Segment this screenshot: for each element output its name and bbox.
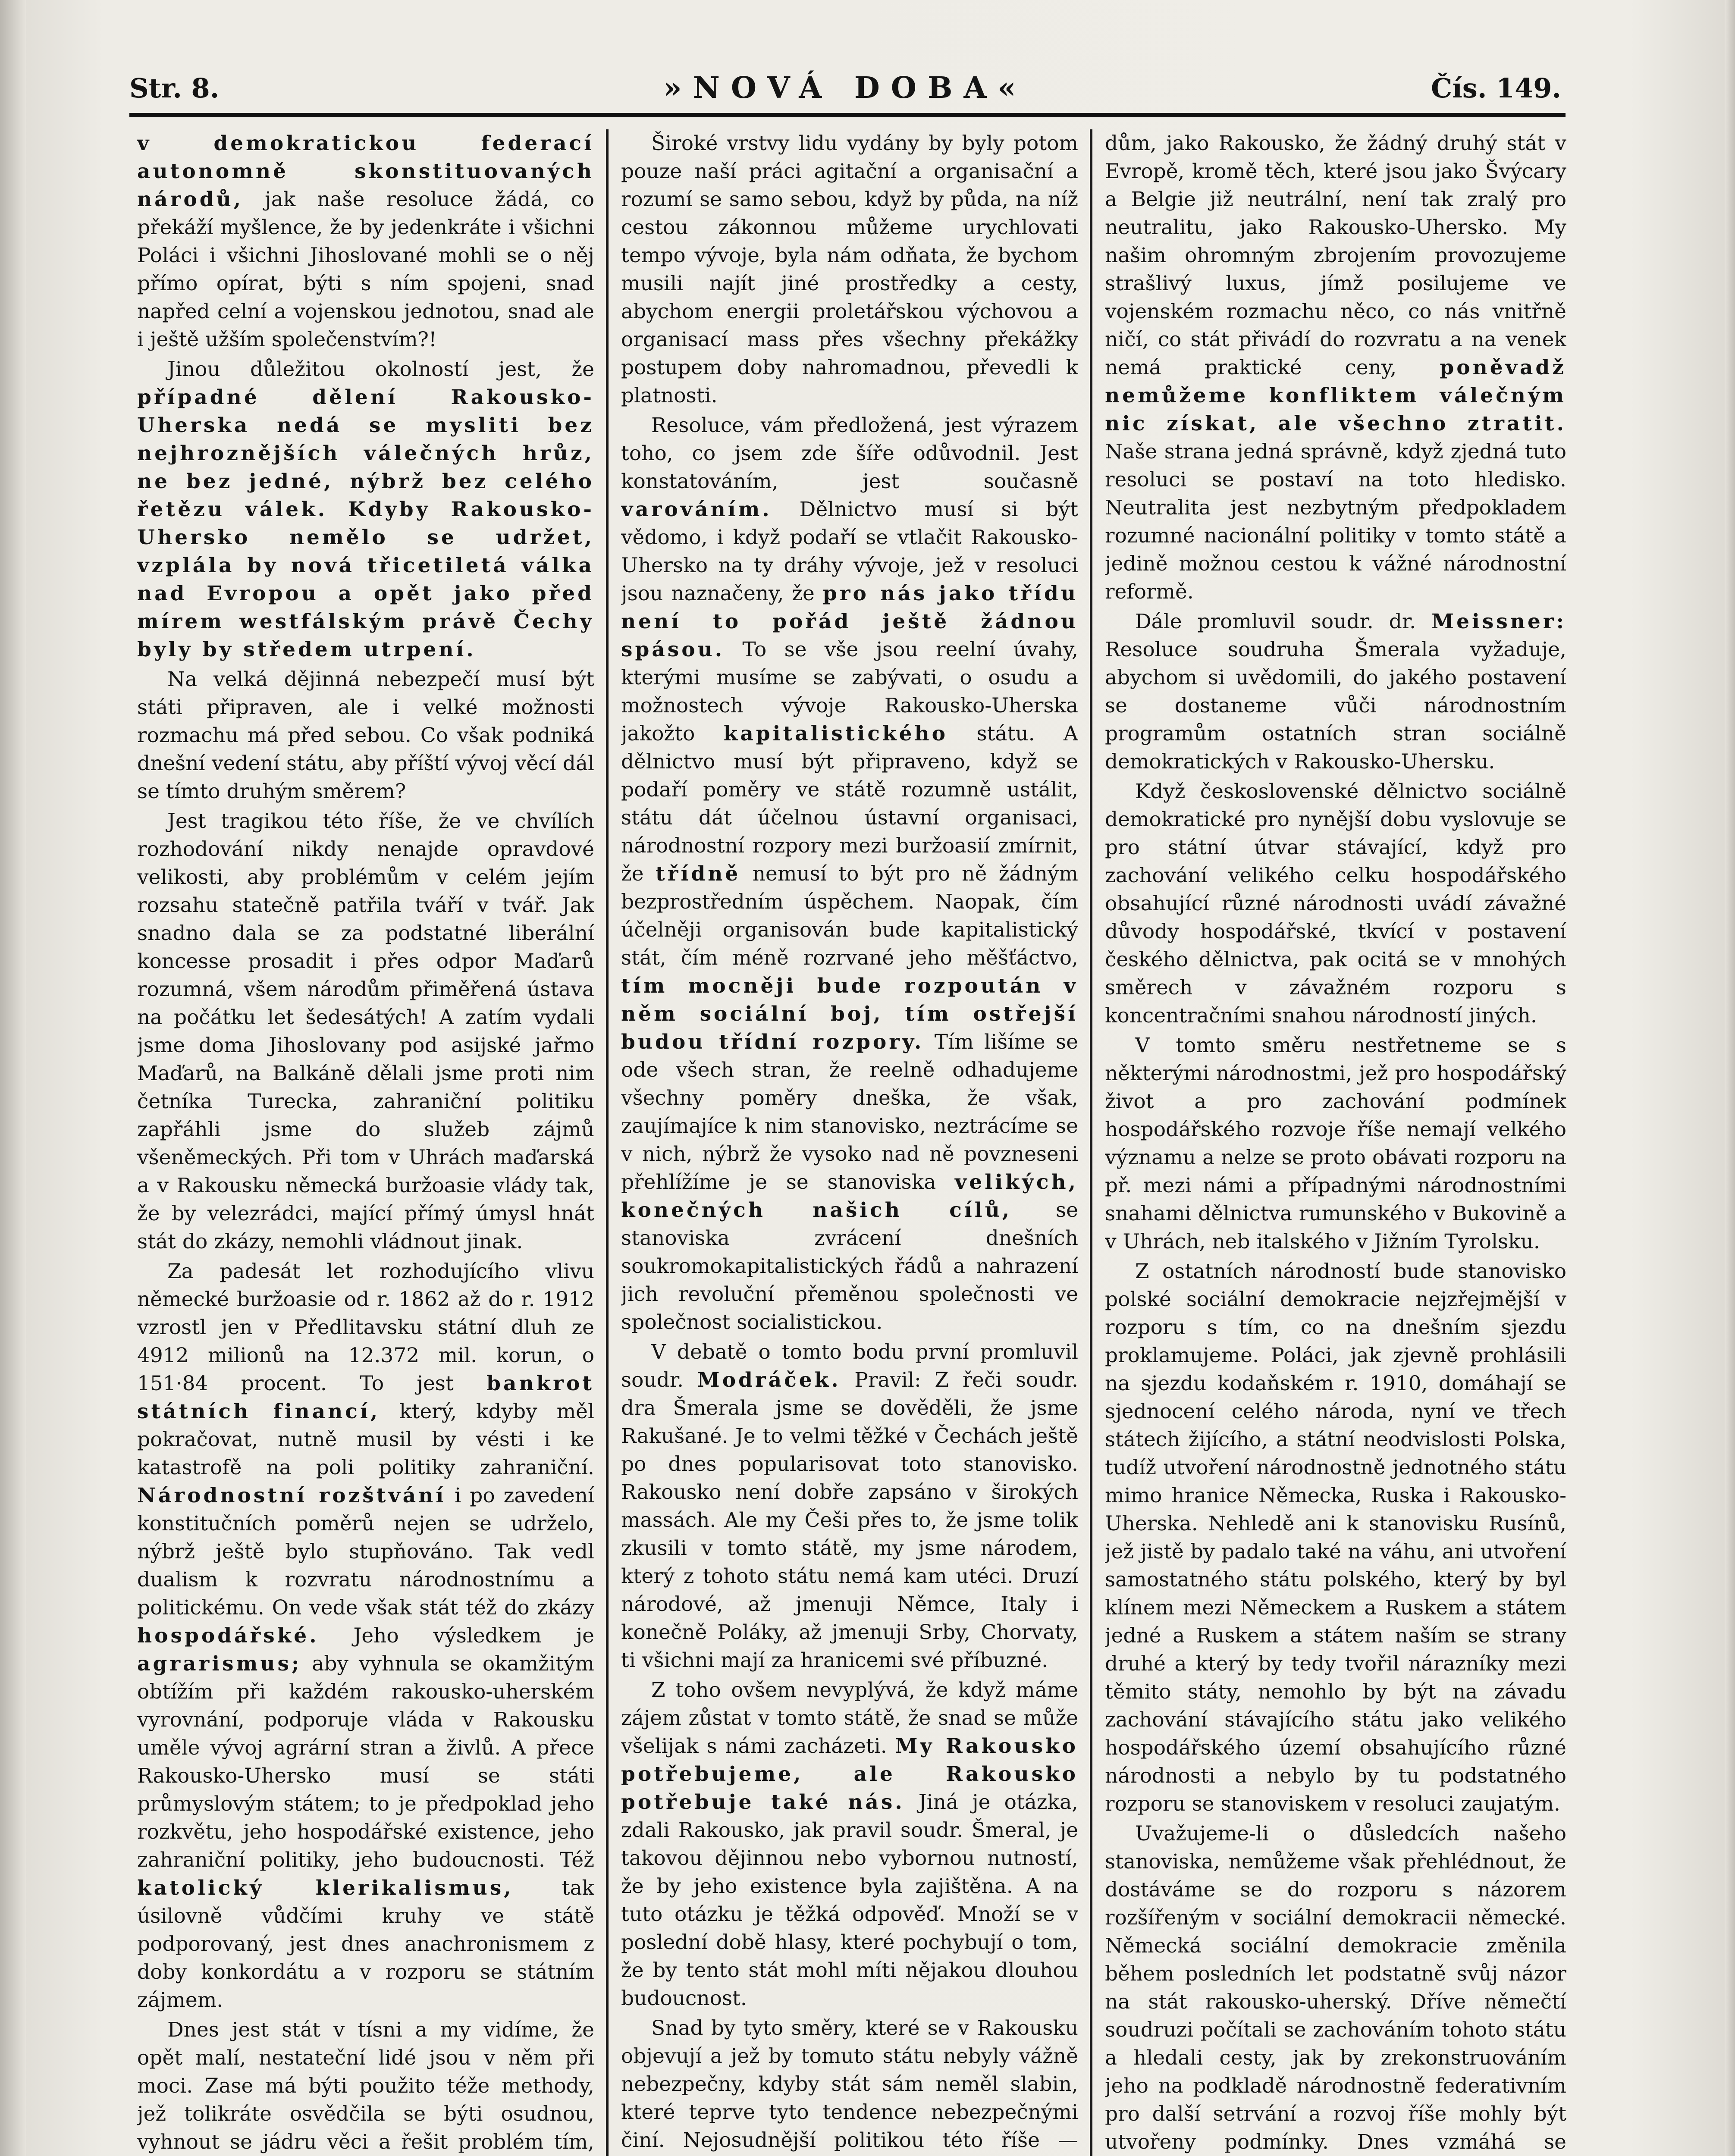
- spaced-emphasis: třídně: [656, 862, 741, 886]
- spaced-emphasis: Národnostní rozštvání: [137, 1484, 446, 1507]
- paragraph: [137, 129, 594, 354]
- paragraph-text: Resoluce, vám předložená, jest výrazem toho, co jsem zde šíře odůvodnil. Jest konstatováním, jest současně: [621, 414, 1078, 493]
- scan-shadow-left: [0, 0, 26, 2156]
- paragraph-text: státu. A dělnictvo musí být připraveno, když se podaří poměry ve státě rozumně ustálit, státu dát účelnou ústavní organisaci, národnostní rozpory mezi buržoasií zmírnit, že: [621, 722, 1078, 886]
- issue-number: Čís. 149.: [1431, 72, 1561, 104]
- speaker-name: Meissner:: [1431, 610, 1566, 633]
- speaker-name: Modráček.: [697, 1368, 841, 1392]
- paragraph: [137, 2016, 594, 2156]
- page-number: Str. 8.: [129, 72, 220, 104]
- spaced-emphasis: agrarismus;: [137, 1652, 302, 1676]
- paragraph: Z ostatních národností bude stanovisko polské sociální demokracie nejzřejmější v rozporu s tím, co na dnešním sjezdu proklamujeme. Poláci, jak zjevně prohlásili na sjezdu kodaňském r. 1910, domáhají se sjednocení celého národa, nyní ve třech státech žijícího, a státní neodvislosti Polska, tudíž utvoření národnostně jednotného státu mimo hranice Německa, Ruska i Rakousko-Uherska. Nehledě ani k stanovisku Rusínů, jež jistě by padalo také na váhu, ani utvoření samostatného státu polského, který by byl klínem mezi Německem a Ruskem a státem jedné a Ruskem a státem naším se strany druhé a který by tedy tvořil nárazníky mezi těmito státy, nemohlo by být na závadu zachování stávajícího státu jako velikého hospodářského území obsahujícího různé národnosti a nebylo by tu podstatného rozporu se stanoviskem v resoluci zaujatým.: [1105, 1260, 1566, 1816]
- spaced-emphasis: My Rakousko potřebujeme, ale Rakousko potřebuje také nás.: [621, 1734, 1078, 1814]
- spaced-emphasis: případné dělení Rakousko-Uherska nedá se mysliti bez nejhroznějších válečných hrůz, ne bez jedné, nýbrž bez celého řetězu válek. Kdyby Rakousko-Uhersko nemělo se udržet, vzplála by nová třicetiletá válka nad Evropou a opět jako před mírem westfálským právě Čechy byly by středem utrpení.: [137, 385, 594, 661]
- paragraph-text: Za padesát let rozhodujícího vlivu německé buržoasie od r. 1862 až do r. 1912 vzrostl jen v Předlitavsku státní dluh ze 4912 milionů na 12.372 mil. korun, o 151·84 procent. To jest: [137, 1260, 594, 1395]
- paragraph-text: jak naše resoluce žádá, co překáží myšlence, že by jedenkráte i všichni Poláci i všichni Jihoslované mohli se o něj přímo opírat, býti s ním spojeni, snad napřed celní a vojenskou jednotou, snad ale i ještě užším společenstvím?!: [137, 188, 594, 351]
- paragraph-text: Jinou důležitou okolností jest, že: [167, 357, 594, 381]
- paragraph: [621, 1676, 1078, 2012]
- paragraph-text: Pravil: Z řeči soudr. dra Šmerala jsme se dověděli, že jsme Rakušané. Je to velmi těžké v Čechách ještě po dnes popularisovat toto stanovisko. Rakousko není dobře zapsáno v širokých massách. Ale my Češi přes to, že jsme tolik zkusili v tomto státě, my jsme národem, který z tohoto státu nemá kam utéci. Druzí národové, až jmenuji Němce, Italy i konečně Poláky, až jmenuji Srby, Chorvaty, ti všichni mají za hranicemi své příbuzné.: [621, 1368, 1078, 1672]
- paragraph-text: Naše strana jedná správně, když zjedná tuto resoluci se postaví na toto hledisko. Neutralita jest nezbytným předpokladem rozumné nacionální politiky v tomto státě a jedině možnou cestou k vážné národnostní reformě.: [1105, 440, 1566, 604]
- paragraph: Jest tragikou této říše, že ve chvílích rozhodování nikdy nenajde opravdové velikosti, aby problémům v celém jejím rozsahu statečně patřila tváří v tvář. Jak snadno dala se za podstatné liberální koncesse prosadit i přes odpor Maďarů rozumná, všem národům přiměřená ústava na počátku let šedesátých! A zatím vydali jsme doma Jihoslovany pod asijské jařmo Maďarů, na Balkáně dělali jsme proti nim četníka Turecka, zahraniční politiku zapřáhli jsme do služeb zájmů všeněmeckých. Při tom v Uhrách maďarská a v Rakousku německá buržoasie vlády tak, že by velezrádci, mající přímý úmysl hnát stát do zkázy, nemohli vládnout jinak.: [137, 809, 594, 1253]
- spaced-emphasis: bankrot státních financí,: [137, 1372, 594, 1423]
- spaced-emphasis: tím mocněji bude rozpoután v něm sociální boj, tím ostřejší budou třídní rozpory.: [621, 974, 1078, 1054]
- column-divider-1: [606, 129, 609, 2156]
- paragraph-text: Jeho výsledkem je: [319, 1624, 594, 1648]
- paragraph-text: V debatě o tomto bodu první promluvil soudr.: [621, 1340, 1078, 1392]
- column-1: [137, 129, 594, 2156]
- paragraph-text: Resoluce soudruha Šmerala vyžaduje, abychom si uvědomili, do jakého postavení se dostaneme vůči národnostním programům ostatních stran sociálně demokratických v Rakousko-Uhersku.: [1105, 638, 1566, 774]
- paragraph: [621, 411, 1078, 1336]
- paragraph: V tomto směru nestřetneme se s některými národnostmi, jež pro hospodářský život a pro zachování podmínek hospodářského rozvoje říše nemají velkého významu a nelze se proto obávati rozporu na př. mezi námi a případnými národnostními snahami dělnictva rumunského v Bukovině a v Uhrách, neb italského v Jižním Tyrolsku.: [1105, 1034, 1566, 1253]
- column-3: [1105, 129, 1566, 2156]
- paragraph-text: Tím lišíme se ode všech stran, že reelně odhadujeme všechny poměry dneška, že však, zaujímajíce k nim stanovisko, neztrácíme se v nich, nýbrž že vysoko nad ně povzneseni přehlížíme je se stanoviska: [621, 1030, 1078, 1194]
- paragraph-text: Dále promluvil soudr. dr.: [1135, 610, 1416, 633]
- paragraph: Na velká dějinná nebezpečí musí být státi připraven, ale i velké možnosti rozmachu má před sebou. Co však podniká dnešní vedení státu, aby příští vývoj věcí dál se tímto druhým směrem?: [137, 667, 594, 803]
- spaced-emphasis: velikých, konečných našich cílů,: [621, 1170, 1078, 1222]
- column-2: [621, 129, 1078, 2156]
- paragraph-text: který, kdyby měl pokračovat, nutně musil by vésti i ke katastrofě na poli politiky zahraniční.: [137, 1400, 594, 1479]
- paragraph: Když československé dělnictvo sociálně demokratické pro nynější dobu vyslovuje se pro státní útvar stávající, když pro zachování velikého celku hospodářského obsahující různé národnosti uvádí závažné důvody hospodářské, tkvící v postavení českého dělnictva, pak ocitá se v mnohých směrech v závažném rozporu s koncentračními snahou národností jiných.: [1105, 780, 1566, 1028]
- spaced-emphasis: varováním.: [621, 498, 772, 521]
- paragraph-text: nemusí to být pro ně žádným bezprostředním úspěchem. Naopak, čím účelněji organisován bude kapitalistický stát, čím méně rozrvané jeho měšťáctvo,: [621, 862, 1078, 970]
- spaced-emphasis: v demokratickou federací autonomně: [137, 132, 594, 183]
- paragraph-text: Jiná je otázka, zdali Rakousko, jak pravil soudr. Šmeral, je takovou dějinnou nebo vybornou nutností, že by jeho existence byla zajištěna. A na tuto otázku je těžká odpověď. Množí se v poslední době hlasy, které pochybují o tom, že by tento stát mohl míti nějakou dlouhou budoucnost.: [621, 1790, 1078, 2010]
- scan-shadow-right: [1725, 0, 1735, 2156]
- paragraph-text: dům, jako Rakousko, že žádný druhý stát v Evropě, kromě těch, které jsou jako Švýcary a Belgie již neutrální, není tak zralý pro neutralitu, jako Rakousko-Uhersko. My našim ohromným zbrojením provozujeme strašlivý luxus, jímž posilujeme ve vojenském rozmachu něco, co nás vnitřně ničí, co stát přivádí do rozvratu a na venek nemá praktické ceny,: [1105, 132, 1566, 379]
- paragraph-text: tak úsilovně vůdčími kruhy ve státě podporovaný, jest dnes anachronismem z doby konkordátu a v rozporu se státním zájmem.: [137, 1876, 594, 2012]
- paragraph-text: Z toho ovšem nevyplývá, že když máme zájem zůstat v tomto státě, že snad se může všelijak s námi zacházeti.: [621, 1678, 1078, 1758]
- column-divider-2: [1090, 129, 1092, 2156]
- paragraph-text: aby vyhnula se okamžitým obtížím při každém rakousko-uherském vyrovnání, podporuje vláda v Rakousku uměle vývoj agrární stran a živlů. A přece Rakousko-Uhersko musí se státi průmyslovým státem; to je předpoklad jeho rozkvětu, jeho hospodářské existence, jeho zahraniční politiky, jeho budoucnosti. Též: [137, 1652, 594, 1872]
- paragraph: [137, 1257, 594, 2014]
- masthead-title: »NOVÁ DOBA«: [663, 71, 1027, 105]
- spaced-emphasis: katolický klerikalismus,: [137, 1876, 514, 1900]
- paragraph: [1105, 129, 1566, 606]
- paragraph-text: Dnes jest stát v tísni a my vidíme, že opět malí, nestateční lidé jsou v něm při moci. Zase má býti použito téže methody, jež tolikráte osvědčila se býti osudnou, vyhnout se jádru věci a řešit problém tím,: [137, 2018, 594, 2154]
- spaced-emphasis: poněvadž nemůžeme konfliktem válečným nic získat, ale všechno ztratit.: [1105, 356, 1566, 436]
- paragraph: [137, 355, 594, 664]
- spaced-emphasis: kapitalistického: [723, 722, 948, 746]
- paragraph: [1105, 608, 1566, 776]
- page-header: [129, 64, 1561, 111]
- paragraph: Uvažujeme-li o důsledcích našeho stanoviska, nemůžeme však přehlédnout, že dostáváme se do rozporu s názorem rozšířeným v sociální demokracii německé. Německá sociální demokracie změnila během posledních let podstatně svůj názor na stát rakousko-uherský. Dříve němečtí soudruzi počítali se zachováním tohoto státu a hledali cesty, jak by zrekonstruováním jeho na podkladě národnostně federativním pro další setrvání a rozvoj říše mohly být utvořeny podmínky. Dnes vzmáhá se: [1105, 1822, 1566, 2154]
- spaced-emphasis: pro nás jako třídu není to pořád ještě žádnou spásou.: [621, 582, 1078, 661]
- header-rule: [129, 113, 1566, 117]
- spaced-emphasis: hospodářské.: [137, 1624, 319, 1648]
- paragraph: Široké vrstvy lidu vydány by byly potom pouze naší práci agitační a organisační a rozumí se samo sebou, když by půda, na níž cestou zákonnou můžeme urychlovati tempo vývoje, byla nám odňata, že bychom musili najít jiné prostředky a cesty, abychom energii proletářskou výchovou a organisací mass přes všechny překážky postupem doby nahromadnou, převedli k platnosti.: [621, 132, 1078, 407]
- paragraph-text: i po zavedení konstitučních poměrů nejen se udrželo, nýbrž ještě bylo stupňováno. Tak vedl dualism k rozvratu národnostnímu a politickému. On vede však stát též do zkázy: [137, 1484, 594, 1620]
- paragraph-text: se stanoviska zvrácení dnešních soukromokapitalistických řádů a nahrazení jich revoluční přeměnou společnosti ve společnost socialistickou.: [621, 1198, 1078, 1334]
- paragraph: Snad by tyto směry, které se v Rakousku objevují a jež by tomuto státu nebyly vážně nebezpečny, kdyby stát sám neměl slabin, které teprve tyto tendence nebezpečnými činí. Nejosudnější politikou této říše —: [621, 2016, 1078, 2152]
- paragraph: [621, 1338, 1078, 1674]
- spaced-emphasis: skonstituovaných národů,: [137, 160, 594, 211]
- paragraph-text: Dělnictvo musí si být vědomo, i když podaří se vtlačit Rakousko-Uhersko na ty dráhy vývoje, jež v resoluci jsou naznačeny, že: [621, 498, 1078, 605]
- paragraph-text: To se vše jsou reelní úvahy, kterými musíme se zabývati, o osudu a možnostech vývoje Rakousko-Uherska jakožto: [621, 638, 1078, 746]
